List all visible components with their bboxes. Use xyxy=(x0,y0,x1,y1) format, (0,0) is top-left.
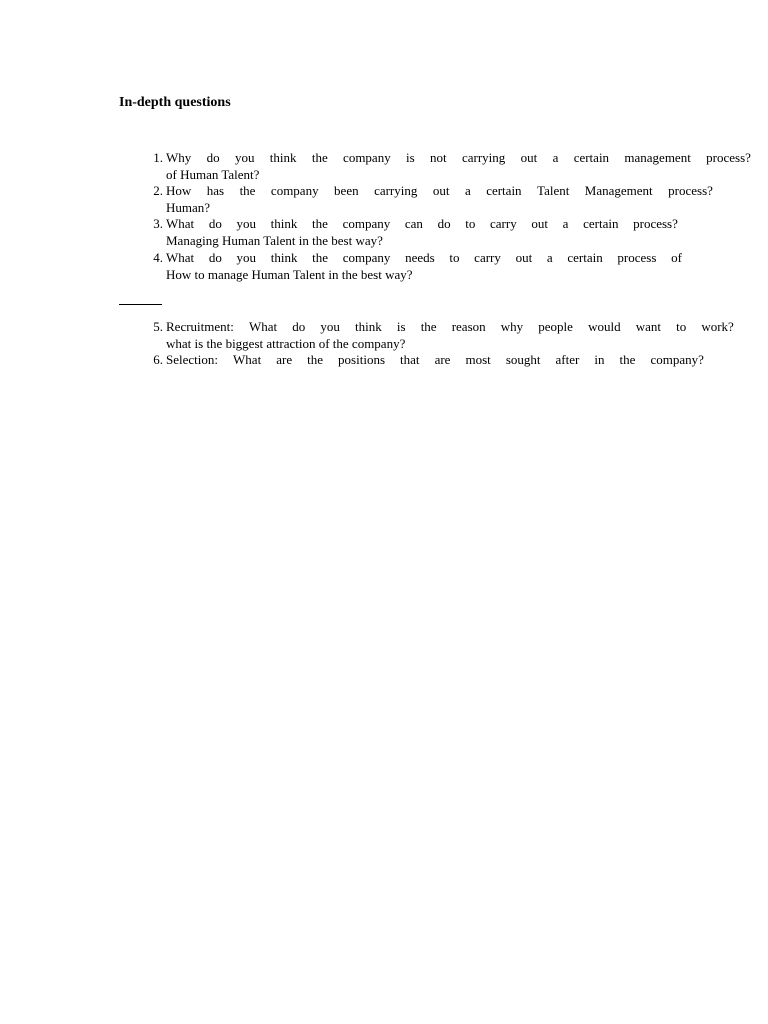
word: that xyxy=(400,352,420,367)
list-item-line: what is the biggest attraction of the company? xyxy=(166,335,406,351)
word: management xyxy=(624,150,691,165)
list-item-text xyxy=(166,319,734,352)
list-item-text xyxy=(166,183,713,216)
word: do xyxy=(208,216,222,231)
word: you xyxy=(236,216,256,231)
word: What xyxy=(233,352,262,367)
list-item-line: of Human Talent? xyxy=(166,166,260,182)
word: How xyxy=(166,183,192,198)
list-item-number: 3. xyxy=(153,216,163,231)
word: process? xyxy=(633,216,678,231)
word: needs xyxy=(405,250,435,265)
word: you xyxy=(236,250,257,265)
word: think xyxy=(269,150,297,165)
word: are xyxy=(276,352,293,367)
list-item-number: 1. xyxy=(153,150,163,165)
word: carrying xyxy=(374,183,418,198)
word: company xyxy=(342,250,391,265)
list-item-text xyxy=(166,250,682,283)
word: think xyxy=(355,319,382,334)
word: Selection: xyxy=(166,352,218,367)
word: can xyxy=(404,216,423,231)
word: company xyxy=(270,183,319,198)
word: process? xyxy=(668,183,713,198)
word: certain xyxy=(573,150,610,165)
word: Management xyxy=(584,183,653,198)
word: not xyxy=(430,150,447,165)
word: certain xyxy=(583,216,619,231)
word: Recruitment: xyxy=(166,319,234,334)
word: think xyxy=(270,250,298,265)
word: you xyxy=(234,150,255,165)
word: out xyxy=(515,250,533,265)
section-heading: In-depth questions xyxy=(119,95,231,110)
word: the xyxy=(312,216,328,231)
word: do xyxy=(292,319,306,334)
list-item-number: 5. xyxy=(153,319,163,334)
word: Why xyxy=(166,150,192,165)
word: the xyxy=(239,183,256,198)
list-item-line xyxy=(166,183,713,200)
word: you xyxy=(320,319,340,334)
word: the xyxy=(619,352,636,367)
word: carrying xyxy=(461,150,506,165)
word: the xyxy=(420,319,437,334)
list-item-line: Human? xyxy=(166,199,211,215)
list-item-text xyxy=(166,150,751,183)
word: been xyxy=(334,183,359,198)
word: to xyxy=(465,216,476,231)
word: company? xyxy=(650,352,704,367)
word: Talent xyxy=(537,183,570,198)
word: certain xyxy=(567,250,603,265)
word: company xyxy=(342,216,391,231)
word: do xyxy=(206,150,220,165)
word: do xyxy=(437,216,451,231)
list-item-line: Managing Human Talent in the best way? xyxy=(166,232,383,248)
word: is xyxy=(396,319,406,334)
word: would xyxy=(588,319,621,334)
word: in xyxy=(594,352,605,367)
word: to xyxy=(676,319,687,334)
word: out xyxy=(520,150,538,165)
word: What xyxy=(166,250,195,265)
word: positions xyxy=(338,352,386,367)
word: work? xyxy=(701,319,734,334)
word: most xyxy=(465,352,491,367)
word: do xyxy=(208,250,222,265)
word: want xyxy=(635,319,661,334)
word: people xyxy=(538,319,573,334)
word: think xyxy=(270,216,298,231)
word: a xyxy=(464,183,471,198)
word: the xyxy=(311,150,328,165)
word: What xyxy=(166,216,195,231)
word: after xyxy=(555,352,580,367)
word: certain xyxy=(486,183,522,198)
word: to xyxy=(449,250,460,265)
word: are xyxy=(434,352,451,367)
word: out xyxy=(531,216,548,231)
word: the xyxy=(307,352,324,367)
word: process? xyxy=(706,150,751,165)
list-item-line xyxy=(166,216,678,233)
word: What xyxy=(249,319,278,334)
word: carry xyxy=(490,216,517,231)
word: is xyxy=(406,150,415,165)
word: company xyxy=(343,150,391,165)
word: sought xyxy=(505,352,541,367)
word: a xyxy=(546,250,553,265)
word: a xyxy=(562,216,569,231)
list-item-line xyxy=(166,150,751,167)
list-item-line: How to manage Human Talent in the best way? xyxy=(166,266,413,282)
word: out xyxy=(432,183,450,198)
list-item-line xyxy=(166,319,734,336)
word: why xyxy=(500,319,524,334)
section-divider xyxy=(119,304,162,305)
word: reason xyxy=(451,319,486,334)
list-item-number: 4. xyxy=(153,250,163,265)
word: a xyxy=(552,150,559,165)
list-item-number: 6. xyxy=(153,352,163,367)
list-item-number: 2. xyxy=(153,183,163,198)
list-item-line xyxy=(166,352,704,369)
word: carry xyxy=(474,250,501,265)
list-item-text xyxy=(166,352,704,369)
list-item-line xyxy=(166,250,682,267)
list-item-text xyxy=(166,216,678,249)
word: the xyxy=(312,250,329,265)
word: of xyxy=(671,250,682,265)
word: process xyxy=(617,250,657,265)
word: has xyxy=(206,183,225,198)
